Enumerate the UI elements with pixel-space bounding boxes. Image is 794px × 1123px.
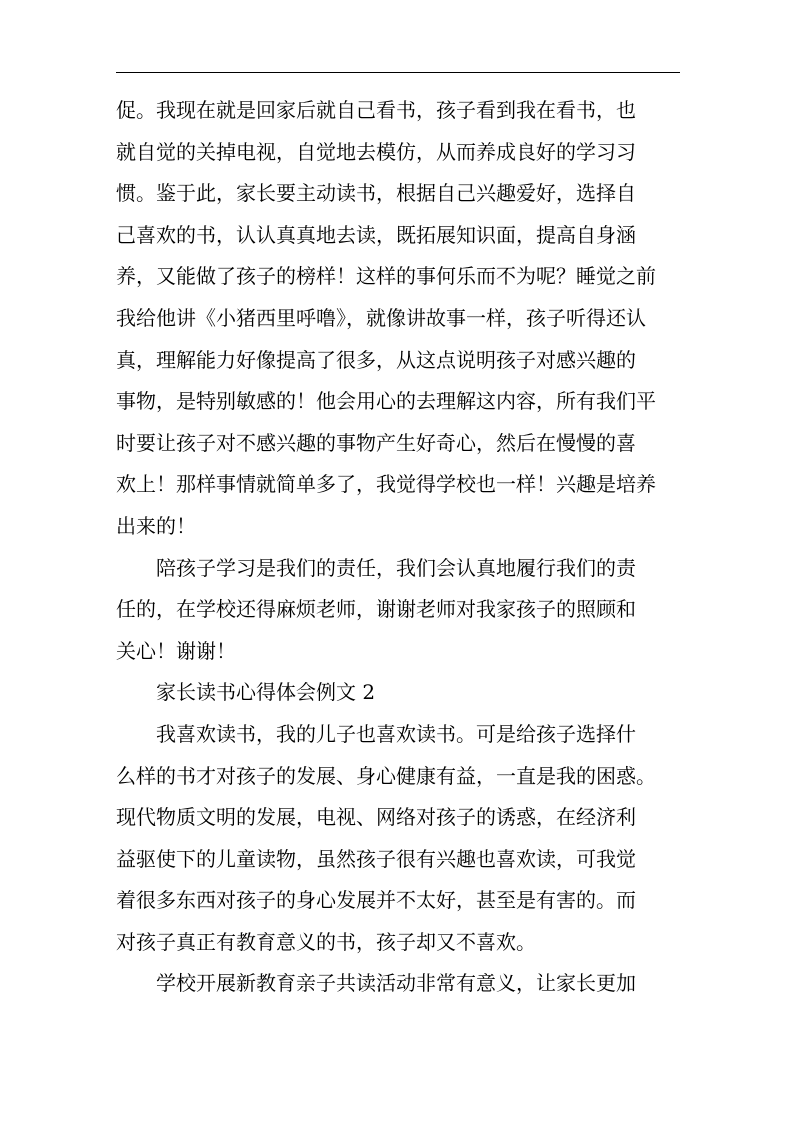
text-line: 真，理解能力好像提高了很多，从这点说明孩子对感兴趣的 [116,347,636,372]
text-line: 惯。鉴于此，家长要主动读书，根据自己兴趣爱好，选择自 [116,181,636,206]
text-line: 促。我现在就是回家后就自己看书，孩子看到我在看书，也 [116,98,636,122]
text-line: 现代物质文明的发展，电视、网络对孩子的诱惑，在经济利 [116,805,636,830]
text-line: 己喜欢的书，认认真真地去读，既拓展知识面，提高自身涵 [116,222,636,247]
closing-paragraph [116,548,680,673]
essay-paragraph-2 [116,963,680,1005]
text-line: 我喜欢读书，我的儿子也喜欢读书。可是给孩子选择什 [156,721,636,746]
text-line: 出来的！ [116,513,196,538]
section-heading: 家长读书心得体会例文 2 [156,680,376,705]
essay-paragraph-1 [116,714,680,964]
text-line: 学校开展新教育亲子共读活动非常有意义，让家长更加 [156,971,636,996]
continued-paragraph [116,90,680,548]
text-line: 养，又能做了孩子的榜样！这样的事何乐而不为呢？睡觉之前 [116,264,656,289]
text-line: 益驱使下的儿童读物，虽然孩子很有兴趣也喜欢读，可我觉 [116,846,636,871]
text-line: 陪孩子学习是我们的责任，我们会认真地履行我们的责 [156,555,636,580]
document-body [116,90,680,1005]
text-line: 我给他讲《小猪西里呼噜》，就像讲故事一样，孩子听得还认 [116,305,646,330]
text-line: 时要让孩子对不感兴趣的事物产生好奇心，然后在慢慢的喜 [116,430,636,455]
text-line: 么样的书才对孩子的发展、身心健康有益，一直是我的困惑。 [116,763,656,788]
text-line: 任的，在学校还得麻烦老师，谢谢老师对我家孩子的照顾和 [116,597,636,622]
text-line: 事物，是特别敏感的！他会用心的去理解这内容，所有我们平 [116,389,656,414]
text-line: 欢上！那样事情就简单多了，我觉得学校也一样！兴趣是培养 [116,472,656,497]
header-rule [116,72,680,73]
text-line: 着很多东西对孩子的身心发展并不太好，甚至是有害的。而 [116,888,636,913]
text-line: 对孩子真正有教育意义的书，孩子却又不喜欢。 [116,929,536,954]
text-line: 关心！谢谢！ [116,638,236,663]
text-line: 就自觉的关掉电视，自觉地去模仿，从而养成良好的学习习 [116,139,636,164]
